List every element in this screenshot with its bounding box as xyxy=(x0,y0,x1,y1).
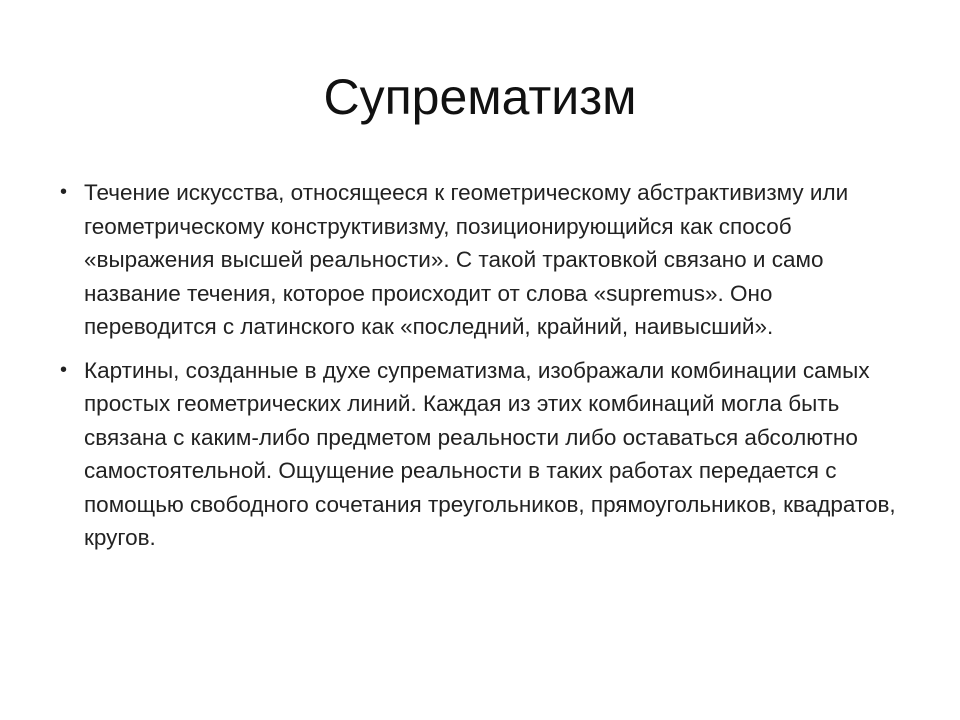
bullet-text: Картины, созданные в духе супрематизма, изображали комбинации самых простых геометрических линий. Каждая из этих комбинаций могла быть связана с каким-либо предметом реальности либо оставаться абсолютно самостоятельной. Ощущение реальности в таких работах передается с помощью свободного сочетания треугольников, прямоугольников, квадратов, кругов. xyxy=(84,357,896,550)
bullet-list xyxy=(60,176,905,565)
bullet-text: Течение искусства, относящееся к геометрическому абстрактивизму или геометрическому конструктивизму, позиционирующийся как способ «выражения высшей реальности». С такой трактовкой связано и само название течения, которое происходит от слова «supremus». Оно переводится с латинского как «последний, крайний, наивысший». xyxy=(84,180,849,339)
bullet-marker: • xyxy=(60,358,68,381)
slide-title: Супрематизм xyxy=(323,69,637,125)
bullet-item xyxy=(60,176,905,344)
bullet-item xyxy=(60,354,905,555)
bullet-marker: • xyxy=(60,181,68,203)
